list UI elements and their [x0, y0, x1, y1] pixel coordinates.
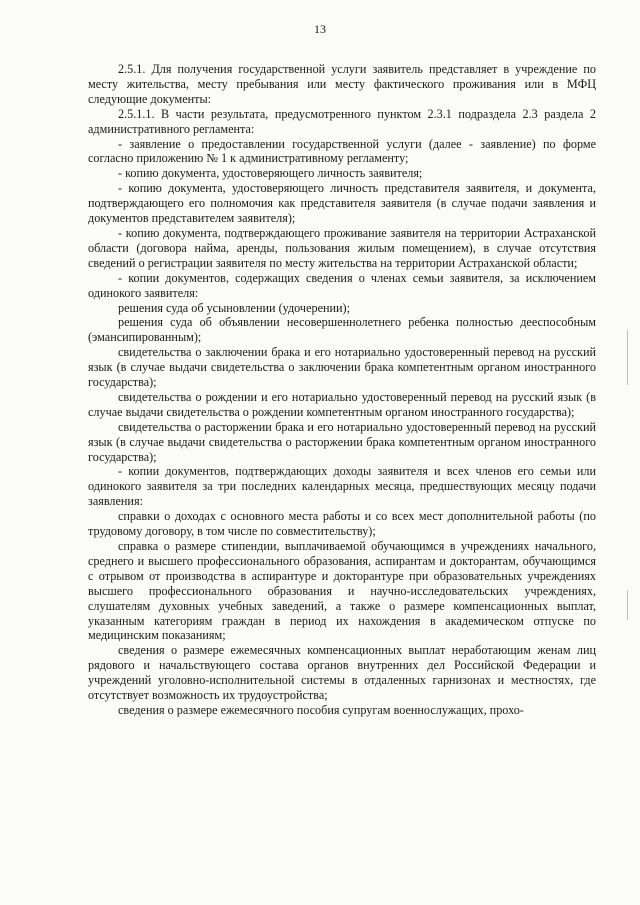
- list-item: - копию документа, удостоверяющего личность заявителя;: [118, 166, 423, 181]
- sub-item: свидетельства о расторжении брака и его нотариально удостоверенный перевод на русский язык (в случае выдачи свидетельства о расторжении брака компетентным органом иностранного государства);: [88, 419, 596, 464]
- sub-item: сведения о размере ежемесячного пособия супругам военнослужащих, прохо-: [118, 702, 524, 717]
- list-item: - копию документа, подтверждающего проживание заявителя на территории Астраханской области (договора найма, аренды, пользования жилым помещением), в случае отсутствия сведений о регистрации заявителя по месту жительства на территории Астраханской области;: [88, 225, 596, 270]
- list-item: - копии документов, содержащих сведения о членах семьи заявителя, за исключением одинокого заявителя:: [88, 270, 596, 300]
- document-body: [88, 62, 596, 718]
- scan-margin-mark: [627, 330, 628, 385]
- paragraph: 2.5.1. Для получения государственной услуги заявитель представляет в учреждение по месту жительства, месту пребывания или месту фактического проживания или в МФЦ следующие документы:: [88, 62, 596, 106]
- paragraph: 2.5.1.1. В части результата, предусмотренного пунктом 2.3.1 подраздела 2.3 раздела 2 административного регламента:: [88, 106, 596, 136]
- sub-item: справки о доходах с основного места работы и со всех мест дополнительной работы (по трудовому договору, в том числе по совместительству);: [88, 509, 596, 539]
- sub-item: решения суда об объявлении несовершеннолетнего ребенка полностью дееспособным (эмансипированным);: [88, 315, 596, 345]
- sub-item: решения суда об усыновлении (удочерении);: [118, 300, 350, 315]
- page-number: 13: [314, 22, 326, 36]
- sub-item: свидетельства о заключении брака и его нотариально удостоверенный перевод на русский язык (в случае выдачи свидетельства о заключении брака компетентным органом иностранного государства);: [88, 345, 596, 390]
- sub-item: свидетельства о рождении и его нотариально удостоверенный перевод на русский язык (в случае выдачи свидетельства о рождении компетентным органом иностранного государства);: [88, 389, 596, 419]
- scan-margin-mark: [627, 590, 628, 620]
- sub-item: справка о размере стипендии, выплачиваемой обучающимся в учреждениях начального, среднего и высшего профессионального образования, аспирантам и докторантам, обучающимся с отрывом от производства в аспирантуре и докторантуре при образовательных учреждениях высшего профессионального образования и научно-исследовательских учреждениях, слушателям духовных учебных заведений, а также о размере компенсационных выплат, указанным категориям граждан в период их нахождения в академическом отпуске по медицинским показаниям;: [88, 539, 596, 643]
- list-item: - копии документов, подтверждающих доходы заявителя и всех членов его семьи или одинокого заявителя за три последних календарных месяца, предшествующих месяцу подачи заявления:: [88, 464, 596, 509]
- list-item: - копию документа, удостоверяющего личность представителя заявителя, и документа, подтверждающего его полномочия как представителя заявителя (в случае подачи заявления и документов представителем заявителя);: [88, 181, 596, 226]
- list-item: - заявление о предоставлении государственной услуги (далее - заявление) по форме согласно приложению № 1 к административному регламенту;: [88, 136, 596, 166]
- sub-item: сведения о размере ежемесячных компенсационных выплат неработающим женам лиц рядового и начальствующего состава органов внутренних дел Российской Федерации и учреждений уголовно-исполнительной системы в отдаленных гарнизонах и местностях, где отсутствует возможность их трудоустройства;: [88, 643, 596, 703]
